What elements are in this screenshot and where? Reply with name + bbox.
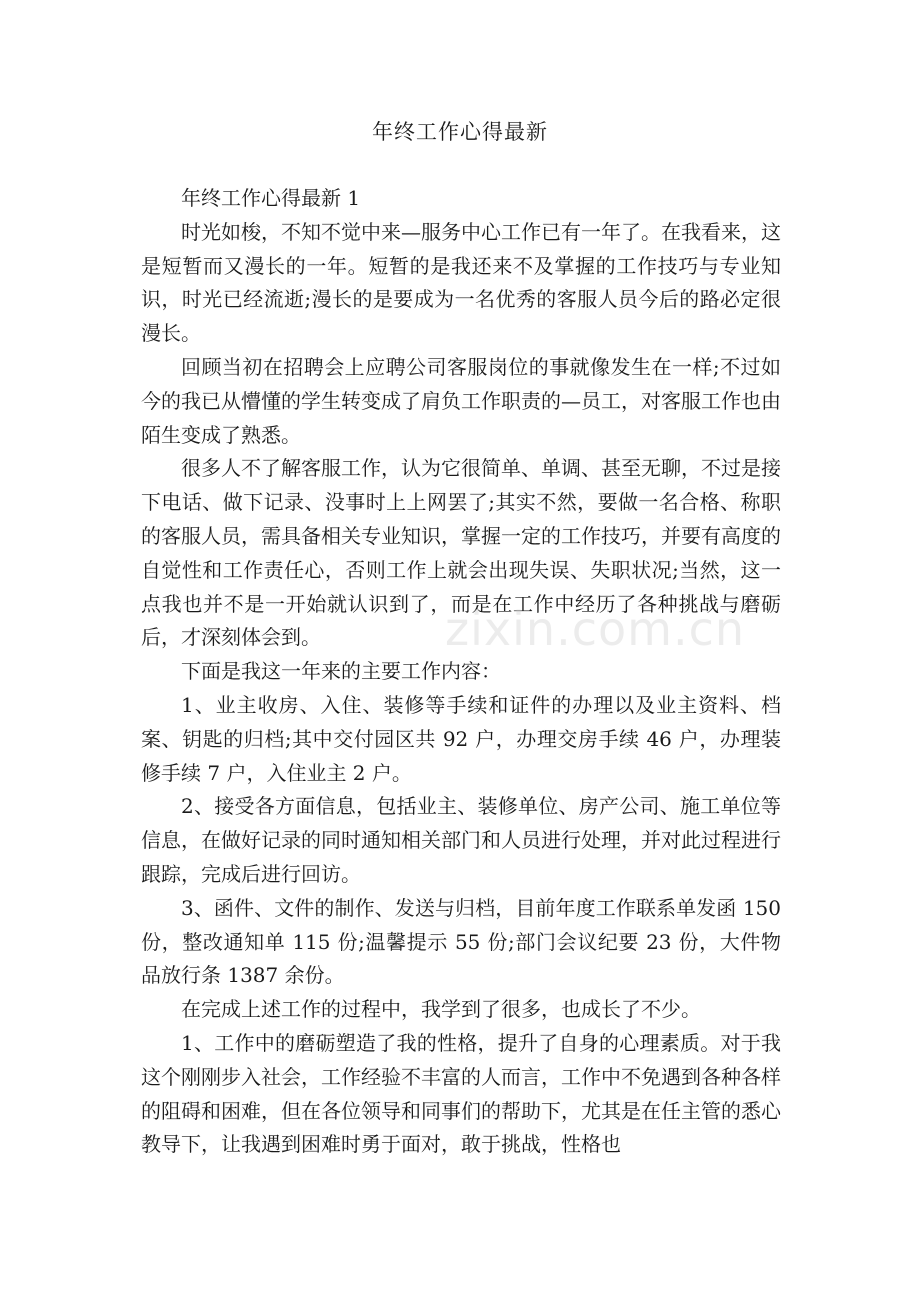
paragraph-3: 很多人不了解客服工作，认为它很简单、单调、甚至无聊，不过是接下电话、做下记录、没事时上上网罢了;其实不然，要做一名合格、称职的客服人员，需具备相关专业知识，掌握一定的工作技巧，并要有高度的自觉性和工作责任心，否则工作上就会出现失误、失职状况;当然，这一点我也并不是一开始就认识到了，而是在工作中经历了各种挑战与磨砺后，才深刻体会到。: [141, 456, 781, 650]
watermark: zixin.com.cn: [445, 602, 746, 656]
paragraph-1: 时光如梭，不知不觉中来—服务中心工作已有一年了。在我看来，这是短暂而又漫长的一年。短暂的是我还来不及掌握的工作技巧与专业知识，时光已经流逝;漫长的是要成为一名优秀的客服人员今后的路必定很漫长。: [141, 219, 781, 346]
paragraph-4: 下面是我这一年来的主要工作内容：: [181, 659, 501, 684]
paragraph-5: 1、业主收房、入住、装修等手续和证件的办理以及业主资料、档案、钥匙的归档;其中交付园区共 92 户，办理交房手续 46 户，办理装修手续 7 户，入住业主 2 户。: [141, 692, 781, 785]
document-body: [141, 182, 781, 1162]
paragraph-6: 2、接受各方面信息，包括业主、装修单位、房产公司、施工单位等信息，在做好记录的同时通知相关部门和人员进行处理，并对此过程进行跟踪，完成后进行回访。: [141, 794, 781, 886]
section-heading: 年终工作心得最新 1: [181, 186, 361, 210]
document-title: 年终工作心得最新: [372, 120, 548, 144]
paragraph-9: 1、工作中的磨砺塑造了我的性格，提升了自身的心理素质。对于我这个刚刚步入社会，工作经验不丰富的人而言，工作中不免遇到各种各样的阻碍和困难，但在各位领导和同事们的帮助下，尤其是在任主管的悉心教导下，让我遇到困难时勇于面对，敢于挑战，性格也: [141, 1030, 781, 1157]
paragraph-7: 3、函件、文件的制作、发送与归档，目前年度工作联系单发函 150 份，整改通知单 115 份;温馨提示 55 份;部门会议纪要 23 份，大件物品放行条 1387 余份。: [141, 895, 781, 988]
paragraph-8: 在完成上述工作的过程中，我学到了很多，也成长了不少。: [181, 997, 701, 1022]
paragraph-2: 回顾当初在招聘会上应聘公司客服岗位的事就像发生在一样;不过如今的我已从懵懂的学生转变成了肩负工作职责的—员工，对客服工作也由陌生变成了熟悉。: [141, 354, 781, 447]
